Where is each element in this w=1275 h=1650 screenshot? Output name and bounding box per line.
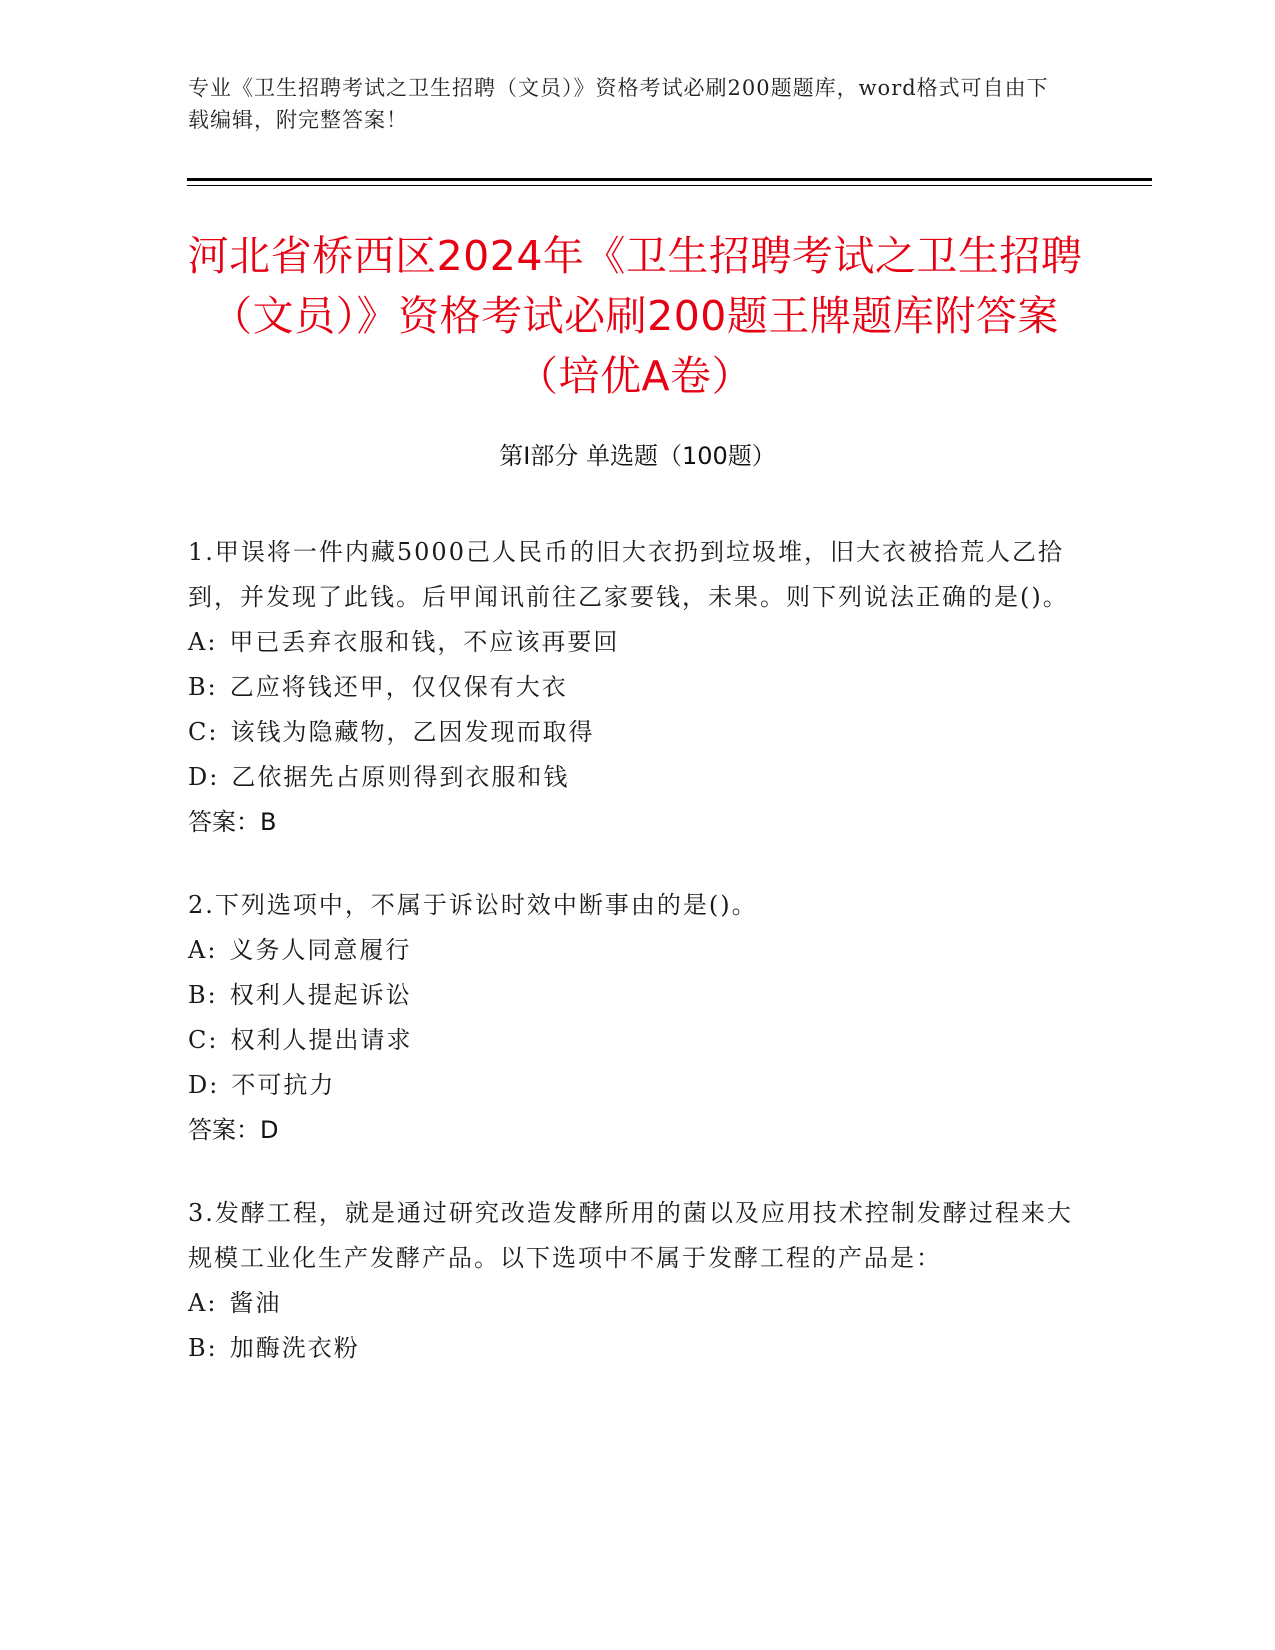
question-list [188, 530, 1088, 1409]
option-text: 不可抗力 [231, 1071, 336, 1099]
question-stem: 2.下列选项中，不属于诉讼时效中断事由的是()。 [188, 891, 758, 919]
option-text: 酱油 [229, 1289, 282, 1317]
option-text: 义务人同意履行 [229, 936, 412, 964]
document-title: 河北省桥西区2024年《卫生招聘考试之卫生招聘（文员）》资格考试必刷200题王牌题库附答案（培优A卷） [187, 232, 1083, 400]
header-note: 专业《卫生招聘考试之卫生招聘（文员）》资格考试必刷200题题库，word格式可自由下载编辑，附完整答案！ [188, 76, 1049, 132]
option-letter: B: [188, 673, 218, 701]
option-text: 甲已丢弃衣服和钱，不应该再要回 [229, 628, 620, 656]
question-item [188, 883, 1088, 1153]
option-letter: B: [188, 981, 218, 1009]
option-b [188, 973, 1088, 1018]
option-text: 乙应将钱还甲，仅仅保有大衣 [229, 673, 568, 701]
question-item [188, 530, 1088, 845]
option-a [188, 928, 1088, 973]
header-divider-thick [187, 178, 1152, 181]
option-letter: D: [188, 1071, 220, 1099]
option-text: 加酶洗衣粉 [229, 1334, 360, 1362]
option-a [188, 1281, 1088, 1326]
section-heading: 第I部分 单选题（100题） [499, 442, 776, 470]
header-divider-thin [187, 185, 1152, 186]
option-letter: B: [188, 1334, 218, 1362]
answer-line: 答案：B [188, 808, 277, 836]
option-letter: A: [188, 1289, 218, 1317]
question-stem: 1.甲误将一件内藏5000己人民币的旧大衣扔到垃圾堆，旧大衣被拾荒人乙拾到，并发现了此钱。后甲闻讯前往乙家要钱，未果。则下列说法正确的是()。 [188, 538, 1069, 611]
option-b [188, 1326, 1088, 1371]
question-stem: 3.发酵工程，就是通过研究改造发酵所用的菌以及应用技术控制发酵过程来大规模工业化生产发酵产品。以下选项中不属于发酵工程的产品是： [188, 1199, 1073, 1272]
option-d [188, 1063, 1088, 1108]
option-text: 该钱为隐藏物，乙因发现而取得 [230, 718, 595, 746]
option-letter: C: [188, 1026, 219, 1054]
question-item [188, 1191, 1088, 1371]
answer-line: 答案：D [188, 1116, 279, 1144]
option-text: 权利人提出请求 [230, 1026, 413, 1054]
option-d [188, 755, 1088, 800]
option-letter: C: [188, 718, 219, 746]
option-b [188, 665, 1088, 710]
option-text: 乙依据先占原则得到衣服和钱 [231, 763, 570, 791]
option-c [188, 710, 1088, 755]
option-a [188, 620, 1088, 665]
option-letter: A: [188, 628, 218, 656]
option-c [188, 1018, 1088, 1063]
option-letter: A: [188, 936, 218, 964]
option-text: 权利人提起诉讼 [229, 981, 412, 1009]
option-letter: D: [188, 763, 220, 791]
